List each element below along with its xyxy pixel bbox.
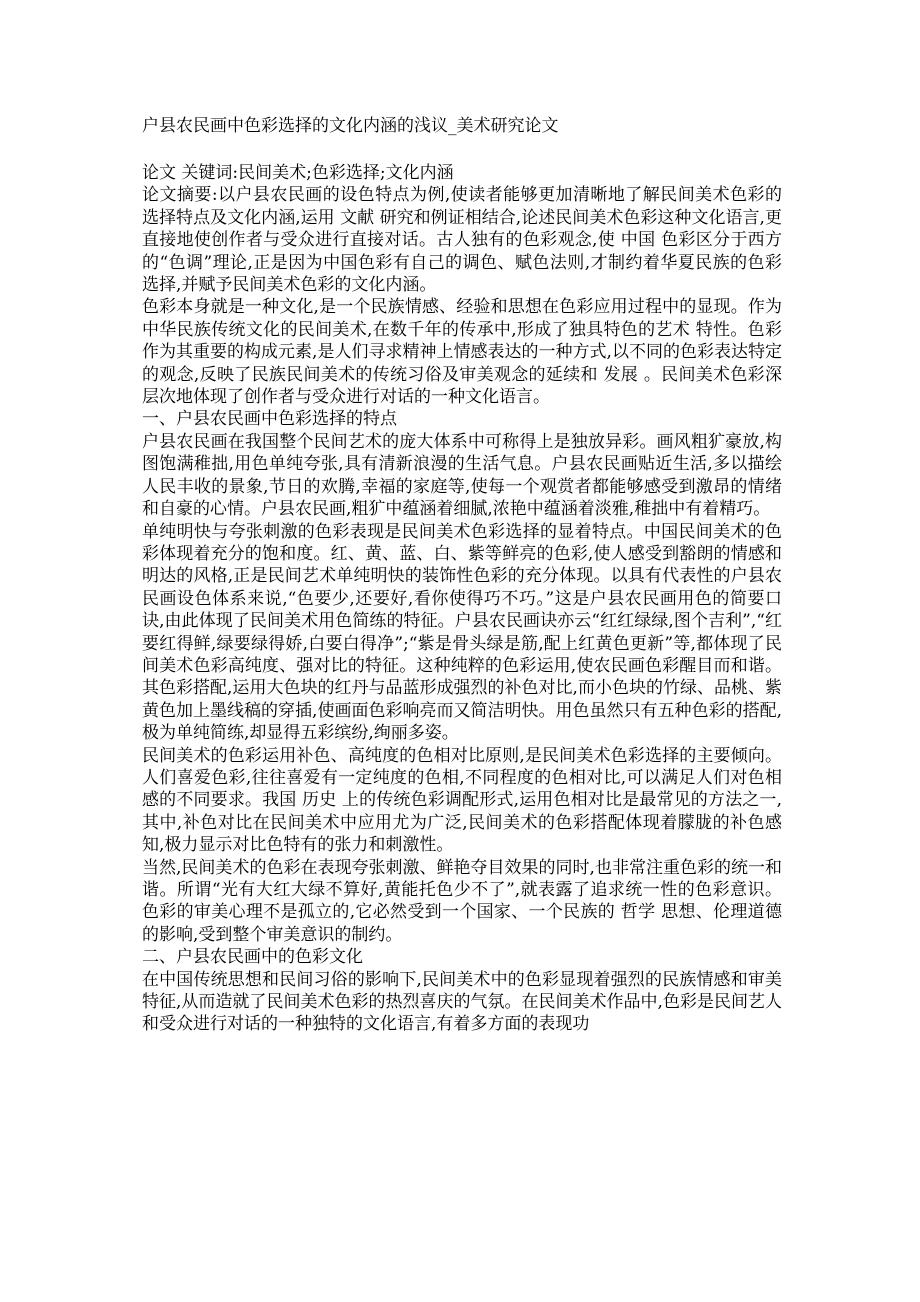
intro-paragraph: 色彩本身就是一种文化,是一个民族情感、经验和思想在色彩应用过程中的显现。作为中华民族传统文化的民间美术,在数千年的传承中,形成了独具特色的艺术 特性。色彩作为其重要的构成元素,是人们寻求精神上情感表达的一种方式,以不同的色彩表达特定的观念,反映了民族民间美术的传统习俗及审美观念的延续和 发展 。民间美术色彩深层次地体现了创作者与受众进行对话的一种文化语言。 xyxy=(142,297,782,408)
section-2-heading: 二、户县农民画中的色彩文化 xyxy=(142,947,363,968)
abstract-paragraph: 论文摘要:以户县农民画的设色特点为例,使读者能够更加清晰地了解民间美术色彩的选择特点及文化内涵,运用 文献 研究和例证相结合,论述民间美术色彩这种文化语言,更直接地使创作者与受众进行直接对话。古人独有的色彩观念,使 中国 色彩区分于西方的“色调”理论,正是因为中国色彩有自己的调色、赋色法则,才制约着华夏民族的色彩选择,并赋予民间美术色彩的文化内涵。 xyxy=(142,185,782,296)
section-1-paragraph-4: 当然,民间美术的色彩在表现夸张刺激、鲜艳夺目效果的同时,也非常注重色彩的统一和谐。所谓“光有大红大绿不算好,黄能托色少不了”,就表露了追求统一性的色彩意识。 色彩的审美心理不是孤立的,它必然受到一个国家、一个民族的 哲学 思想、伦理道德的影响,受到整个审美意识的制约。 xyxy=(142,857,782,945)
section-2-paragraph-1: 在中国传统思想和民间习俗的影响下,民间美术中的色彩显现着强烈的民族情感和审美特征,从而造就了民间美术色彩的热烈喜庆的气氛。在民间美术作品中,色彩是民间艺人和受众进行对话的一种独特的文化语言,有着多方面的表现功 xyxy=(142,969,782,1035)
section-1-paragraph-2: 单纯明快与夸张刺激的色彩表现是民间美术色彩选择的显着特点。中国民间美术的色彩体现着充分的饱和度。红、黄、蓝、白、紫等鲜亮的色彩,使人感受到豁朗的情感和明达的风格,正是民间艺术单纯明快的装饰性色彩的充分体现。以具有代表性的户县农民画设色体系来说,“色要少,还要好,看你使得巧不巧。”这是户县农民画用色的简要口诀,由此体现了民间美术用色简练的特征。户县农民画诀亦云“红红绿绿,图个吉利”,“红要红得鲜,绿要绿得娇,白要白得净”;“紫是骨头绿是筋,配上红黄色更新”等,都体现了民间美术色彩高纯度、强对比的特征。这种纯粹的色彩运用,使农民画色彩醒目而和谐。其色彩搭配,运用大色块的红丹与品蓝形成强烈的补色对比,而小色块的竹绿、品桃、紫黄色加上墨线稿的穿插,使画面色彩响亮而又简洁明快。用色虽然只有五种色彩的搭配,极为单纯简练,却显得五彩缤纷,绚丽多姿。 xyxy=(142,521,782,744)
document-page xyxy=(142,114,782,1036)
keywords-line: 论文 关键词:民间美术;色彩选择;文化内涵 xyxy=(142,163,454,183)
document-title: 户县农民画中色彩选择的文化内涵的浅议_美术研究论文 xyxy=(142,116,559,136)
section-1-paragraph-1: 户县农民画在我国整个民间艺术的庞大体系中可称得上是独放异彩。画风粗犷豪放,构图饱满稚拙,用色单纯夸张,具有清新浪漫的生活气息。户县农民画贴近生活,多以描绘人民丰收的景象,节日的欢腾,幸福的家庭等,使每一个观赏者都能够感受到激昂的情绪和自豪的心情。户县农民画,粗犷中蕴涵着细腻,浓艳中蕴涵着淡雅,稚拙中有着精巧。 xyxy=(142,431,782,520)
section-1-paragraph-3: 民间美术的色彩运用补色、高纯度的色相对比原则,是民间美术色彩选择的主要倾向。人们喜爱色彩,往往喜爱有一定纯度的色相,不同程度的色相对比,可以满足人们对色相感的不同要求。我国 历史 上的传统色彩调配形式,运用色相对比是最常见的方法之一,其中,补色对比在民间美术中应用尤为广泛,民间美术的色彩搭配体现着朦胧的补色感知,极力显示对比色特有的张力和刺激性。 xyxy=(142,745,782,856)
section-1-heading: 一、户县农民画中色彩选择的特点 xyxy=(142,409,397,430)
